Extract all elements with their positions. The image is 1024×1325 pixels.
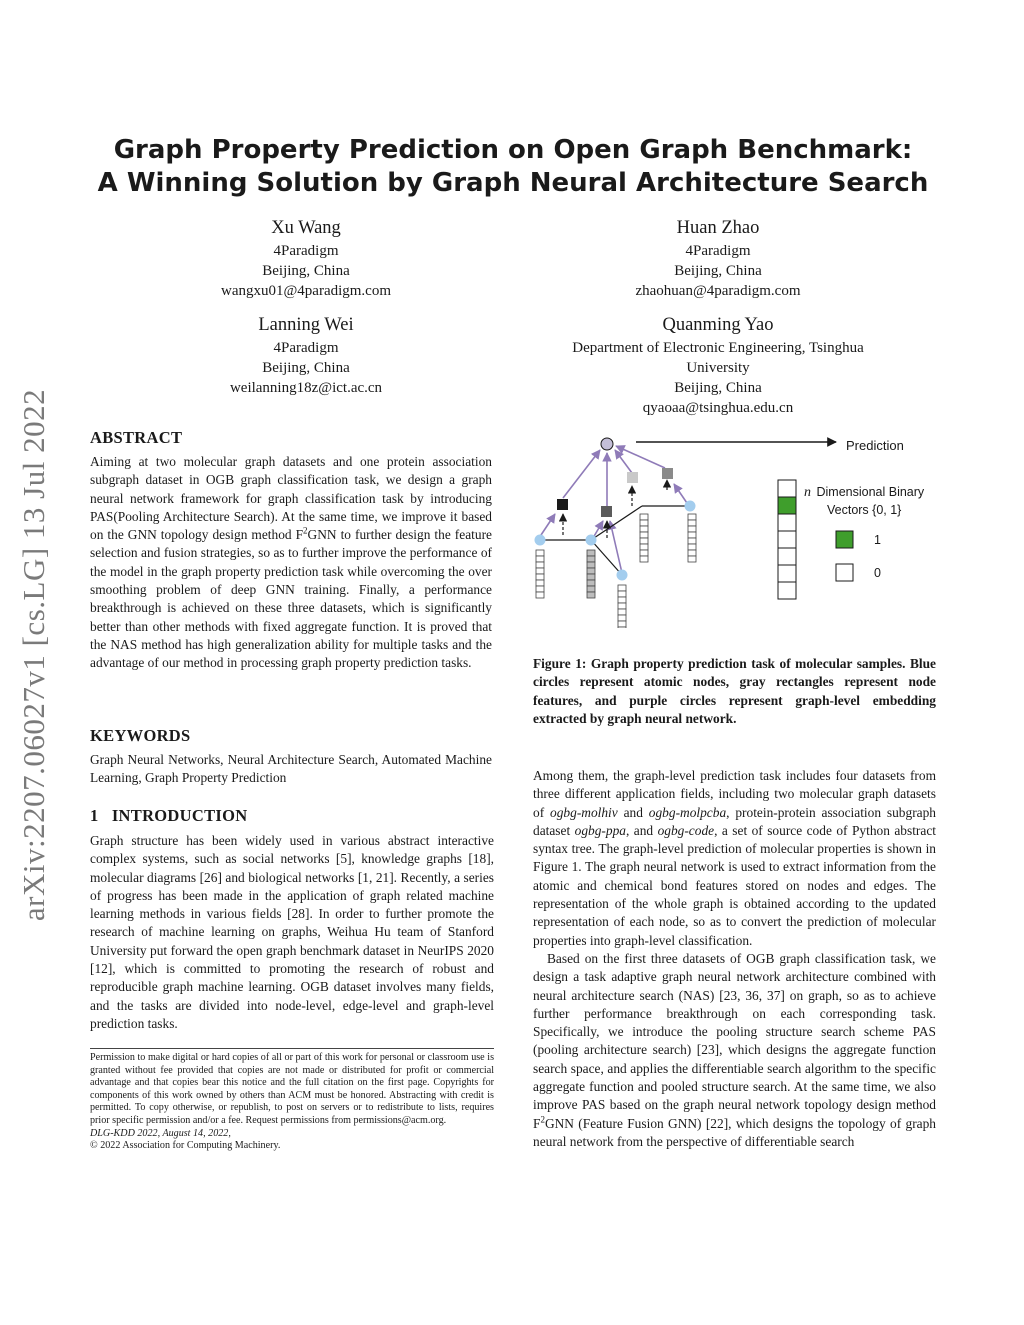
aggregation-arrow (563, 450, 600, 498)
paper-title (90, 134, 936, 200)
feature-cell (536, 574, 544, 580)
node-feature-vectors (536, 514, 696, 628)
feature-cell (536, 580, 544, 586)
author-name: Huan Zhao (676, 218, 760, 238)
feature-cell (688, 550, 696, 556)
feature-cell (587, 568, 595, 574)
message-arrow (610, 521, 622, 573)
author-block (160, 216, 452, 301)
legend-title: Dimensional Binary (813, 485, 925, 499)
feature-cell (618, 609, 626, 615)
feature-cell (688, 520, 696, 526)
feature-cell (587, 550, 595, 556)
node-embedding (627, 472, 638, 483)
prediction-label: Prediction (846, 438, 904, 453)
binary-vector-cell (778, 514, 796, 531)
abstract-heading: ABSTRACT (90, 428, 183, 447)
author-name: Xu Wang (271, 218, 341, 238)
feature-cell (688, 514, 696, 520)
node-embedding (662, 468, 673, 479)
binary-vector-cell (778, 531, 796, 548)
feature-cell (618, 603, 626, 609)
feature-cell (688, 538, 696, 544)
message-arrow (541, 514, 555, 535)
body-paragraph: Based on the first three datasets of OGB graph classification task, we design a task adaptive graph neural network architecture combined with neural architecture search (NAS) [23, 36, 37] on graph, so as to achieve further performance breakthrough on each corresponding task. Specifically, we introduce the pooling structure search scheme PAS (pooling architecture search) [23], which designs the aggregate function search space, and applies the differentiable search algorithm to the specific aggregate function and pooled structure search. At the same time, we also improve PAS based on the graph neural network topology design method $F^2GNN$ (Feature Fusion GNN) [22], which designs the topology of graph neural network from the perspective of differentiable search (533, 950, 936, 1149)
feature-cell (618, 591, 626, 597)
feature-cell (536, 586, 544, 592)
figure-1-diagram (524, 428, 944, 628)
feature-cell (536, 556, 544, 562)
legend-zero-label: 0 (874, 566, 881, 580)
graph-edge (591, 506, 642, 540)
legend-n: n (804, 485, 811, 500)
legend-one-label: 1 (874, 533, 881, 547)
feature-cell (640, 514, 648, 520)
node-embedding (601, 506, 612, 517)
feature-cell (587, 586, 595, 592)
author-name: Quanming Yao (662, 315, 774, 335)
atom-node (586, 535, 597, 546)
introduction-heading: 1 INTRODUCTION (90, 806, 248, 825)
feature-cell (618, 615, 626, 621)
legend-zero-swatch (836, 564, 853, 581)
arxiv-identifier (6, 370, 62, 940)
author-email: weilanning18z@ict.ac.cn (229, 380, 383, 396)
title-line-2: A Winning Solution by Graph Neural Architecture Search (97, 168, 929, 198)
feature-cell (618, 585, 626, 591)
author-block (570, 216, 866, 301)
feature-cell (536, 550, 544, 556)
feature-cell (640, 538, 648, 544)
feature-cell (587, 592, 595, 598)
arxiv-id-text: arXiv:2207.06027v1 [cs.LG] 13 Jul 2022 (16, 388, 51, 922)
author-block (540, 313, 896, 418)
permission-text: Permission to make digital or hard copies of all or part of this work for personal or classroom use is granted without fee provided that copies are not made or distributed for profit or commercial advantage and that copies bear this notice and the full citation on the first page. Copyrights for components of this work owned by others than ACM must be honored. Abstracting with credit is permitted. To copy otherwise, or republish, to post on servers or to redistribute to lists, requires prior specific permission and/or a fee. Request permissions from permissions@acm.org. (90, 1052, 494, 1126)
feature-cell (688, 532, 696, 538)
binary-vector-cell (778, 497, 796, 514)
abstract-text: Aiming at two molecular graph datasets and one protein association subgraph dataset in OGB graph classification task, we design a graph neural network framework for graph classification task by introducing PAS(Pooling Architecture Search). At the same time, we improve it based on the GNN topology design method $F^2GNN$ to further design the feature selection and fusion strategies, so as to further improve the performance of the model in the graph property prediction task while overcoming the over smoothing problem of deep GNN training. Finally, a performance breakthrough is achieved on these three datasets, which is significantly better than other methods with fixed aggregate function. It is proved that the NAS method has high generalization ability for multiple tasks and the advantage of our method in processing graph property prediction tasks. (90, 454, 492, 671)
binary-vector-cell (778, 582, 796, 599)
author-affiliation: 4Paradigm (273, 340, 339, 356)
author-email: wangxu01@4paradigm.com (220, 283, 392, 299)
graph-edge (591, 540, 622, 575)
binary-vector-cell (778, 480, 796, 497)
feature-cell (618, 621, 626, 627)
feature-cell (536, 568, 544, 574)
author-name: Lanning Wei (258, 315, 354, 335)
atom-node (535, 535, 546, 546)
graph-embedding-node (601, 438, 613, 450)
feature-cell (640, 544, 648, 550)
feature-cell (688, 544, 696, 550)
author-location: Beijing, China (674, 263, 762, 279)
feature-cell (640, 556, 648, 562)
feature-cell (618, 627, 626, 628)
atom-node (617, 570, 628, 581)
legend-one-swatch (836, 531, 853, 548)
body-paragraph: Among them, the graph-level prediction task includes four datasets from three different application fields, including two molecular graph datasets of ogbg-molhiv and ogbg-molpcba, protein-protein association subgraph dataset ogbg-ppa, and ogbg-code, a set of source code of Python abstract syntax tree. The graph-level prediction of molecular properties is shown in Figure 1. The graph neural network is used to extract information from the atomic and chemical bond features stored on nodes and edges. The representation of the whole graph is obtained according to the updated representation of each node, so as to convert the prediction of molecular properties into graph-level classification. (533, 768, 936, 948)
aggregation-arrow (615, 450, 632, 473)
author-affiliation-cont: University (686, 360, 750, 376)
copyright-footnote (90, 1048, 494, 1153)
feature-cell (640, 550, 648, 556)
feature-cell (587, 580, 595, 586)
author-location: Beijing, China (262, 263, 350, 279)
title-line-1: Graph Property Prediction on Open Graph Benchmark: (113, 135, 913, 165)
copyright-text: © 2022 Association for Computing Machinery. (90, 1140, 281, 1152)
author-email: qyaoaa@tsinghua.edu.cn (642, 400, 794, 416)
binary-vector-legend (778, 480, 796, 599)
feature-cell (688, 556, 696, 562)
figure-1-caption: Figure 1: Graph property prediction task of molecular samples. Blue circles represent atomic nodes, gray rectangles represent node features, and purple circles represent graph-level embedding extracted by graph neural network. (533, 656, 936, 726)
feature-cell (640, 526, 648, 532)
feature-cell (640, 532, 648, 538)
feature-cell (640, 520, 648, 526)
author-email: zhaohuan@4paradigm.com (635, 283, 801, 299)
author-affiliation: 4Paradigm (273, 243, 339, 259)
author-location: Beijing, China (262, 360, 350, 376)
feature-cell (536, 562, 544, 568)
body-text-right (533, 767, 936, 1151)
feature-cell (587, 556, 595, 562)
binary-vector-cell (778, 548, 796, 565)
author-affiliation: 4Paradigm (685, 243, 751, 259)
keywords-heading: KEYWORDS (90, 726, 191, 745)
feature-cell (536, 592, 544, 598)
footnote-rule (90, 1048, 494, 1049)
author-affiliation: Department of Electronic Engineering, Tsinghua (572, 340, 864, 356)
author-block (160, 313, 452, 398)
feature-cell (587, 562, 595, 568)
feature-cell (688, 526, 696, 532)
aggregation-arrow (616, 446, 665, 468)
keywords-text: Graph Neural Networks, Neural Architecture Search, Automated Machine Learning, Graph Property Prediction (90, 752, 492, 786)
binary-vector-cell (778, 565, 796, 582)
node-embedding (557, 499, 568, 510)
feature-cell (618, 597, 626, 603)
legend-subtitle: Vectors {0, 1} (827, 503, 902, 517)
introduction-paragraph: Graph structure has been widely used in various abstract interactive complex systems, such as social networks [5], knowledge graphs [18], molecular diagrams [26] and biological networks [1, 21]. Recently, a series of progress has been made in the application of graph related machine learning methods in various fields [28]. In order to further promote the research of machine learning on graphs, Weihua Hu team of Stanford University put forward the open graph benchmark dataset in NeurIPS 2020 [12], which is committed to promoting the research of robust and reproducible graph machine learning. OGB dataset involves many fields, and the tasks are divided into node-level, edge-level and graph-level prediction tasks. (90, 833, 494, 1031)
venue-text: DLG-KDD 2022, August 14, 2022, (90, 1127, 231, 1139)
author-location: Beijing, China (674, 380, 762, 396)
feature-cell (587, 574, 595, 580)
atom-node (685, 501, 696, 512)
